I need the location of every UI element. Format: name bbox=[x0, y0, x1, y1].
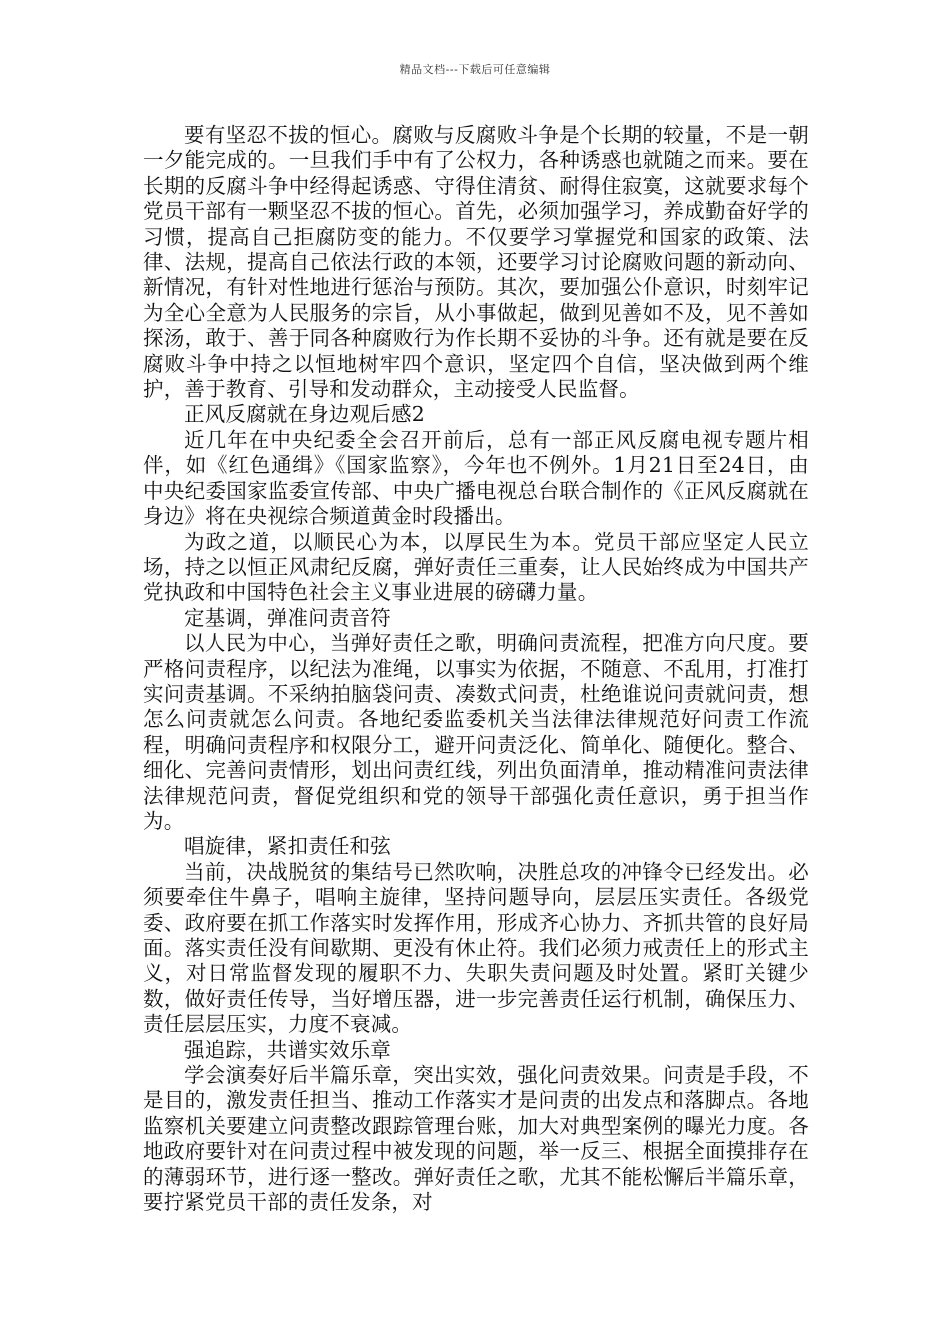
section-heading: 强追踪，共谱实效乐章 bbox=[184, 1037, 391, 1062]
section-title: 正风反腐就在身边观后感2 bbox=[184, 402, 425, 427]
paragraph: 当前，决战脱贫的集结号已然吹响，决胜总攻的冲锋令已经发出。必须要牵住牛鼻子，唱响主旋律，坚持问题导向，层层压实责任。各级党委、政府要在抓工作落实时发挥作用，形成齐心协力、齐抓共管的良好局面。落实责任没有间歇期、更没有休止符。我们必须力戒责任上的形式主义，对日常监督发现的履职不力、失职失责问题及时处置。紧盯关键少数，做好责任传导，当好增压器，进一步完善责任运行机制，确保压力、责任层层压实，力度不衰减。 bbox=[143, 859, 809, 1037]
paragraph: 学会演奏好后半篇乐章，突出实效，强化问责效果。问责是手段，不是目的，激发责任担当、推动工作落实才是问责的出发点和落脚点。各地监察机关要建立问责整改跟踪管理台账，加大对典型案例的曝光力度。各地政府要针对在问责过程中被发现的问题，举一反三、根据全面摸排存在的薄弱环节，进行逐一整改。弹好责任之歌，尤其不能松懈后半篇乐章，要拧紧党员干部的责任发条，对 bbox=[143, 1063, 809, 1215]
paragraph: 要有坚忍不拔的恒心。腐败与反腐败斗争是个长期的较量，不是一朝一夕能完成的。一旦我们手中有了公权力，各种诱惑也就随之而来。要在长期的反腐斗争中经得起诱惑、守得住清贫、耐得住寂寞，这就要求每个党员干部有一颗坚忍不拔的恒心。首先，必须加强学习，养成勤奋好学的习惯，提高自己拒腐防变的能力。不仅要学习掌握党和国家的政策、法律、法规，提高自己依法行政的本领，还要学习讨论腐败问题的新动向、新情况，有针对性地进行惩治与预防。其次，要加强公仆意识，时刻牢记为全心全意为人民服务的宗旨，从小事做起，做到见善如不及，见不善如探汤，敢于、善于同各种腐败行为作长期不妥协的斗争。还有就是要在反腐败斗争中持之以恒地树牢四个意识，坚定四个自信，坚决做到两个维护，善于教育、引导和发动群众，主动接受人民监督。 bbox=[143, 123, 809, 402]
document-body bbox=[143, 123, 809, 1215]
paragraph: 为政之道，以顺民心为本，以厚民生为本。党员干部应坚定人民立场，持之以恒正风肃纪反腐，弹好责任三重奏，让人民始终成为中国共产党执政和中国特色社会主义事业进展的磅礴力量。 bbox=[143, 529, 809, 605]
page-header: 精品文档---下载后可任意编辑 bbox=[399, 63, 551, 76]
section-heading: 定基调，弹准问责音符 bbox=[184, 605, 391, 630]
paragraph: 以人民为中心，当弹好责任之歌，明确问责流程，把准方向尺度。要严格问责程序，以纪法为准绳，以事实为依据，不随意、不乱用，打准打实问责基调。不采纳拍脑袋问责、凑数式问责，杜绝谁说问责就问责，想怎么问责就怎么问责。各地纪委监委机关当法律法律规范好问责工作流程，明确问责程序和权限分工，避开问责泛化、简单化、随便化。整合、细化、完善问责情形，划出问责红线，列出负面清单，推动精准问责法律法律规范问责，督促党组织和党的领导干部强化责任意识，勇于担当作为。 bbox=[143, 631, 809, 833]
paragraph: 近几年在中央纪委全会召开前后，总有一部正风反腐电视专题片相伴，如《红色通缉》《国家监察》，今年也不例外。1月21日至24日，由中央纪委国家监委宣传部、中央广播电视总台联合制作的《正风反腐就在身边》将在央视综合频道黄金时段播出。 bbox=[143, 427, 809, 529]
section-heading: 唱旋律，紧扣责任和弦 bbox=[184, 834, 391, 859]
